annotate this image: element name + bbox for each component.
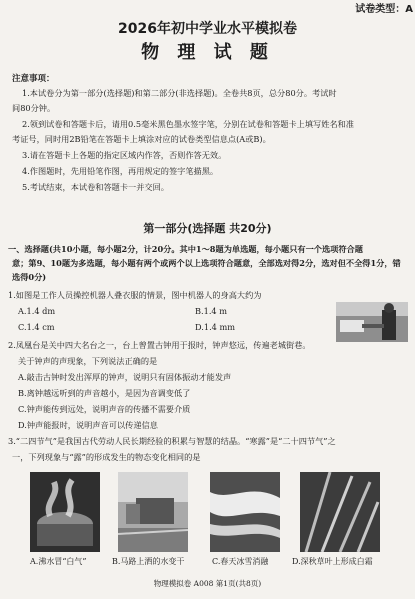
question-2-option: A.敲击古钟时发出浑厚的钟声，说明只有固体振动才能发声 [18,372,232,382]
frost-grass-photo [300,472,380,552]
question-3-stem: 一，下列现象与“露”的形成发生的物态变化相同的是 [12,452,201,462]
question-1-option: B.1.4 m [195,306,228,316]
robot-photo [336,302,408,342]
question-1-option: D.1.4 mm [195,322,236,332]
notice-line: 2.领到试卷和答题卡后，请用0.5毫米黑色墨水签字笔，分别在试卷和答题卡上填写姓名和准 [22,119,354,129]
melting-snow-photo [210,472,280,552]
water-truck-photo [118,472,188,552]
question-3-stem: 3.“二四节气”是我国古代劳动人民长期经验的积累与智慧的结晶。“寒露”是“二十四节气”之 [8,436,336,446]
notice-line: 1.本试卷分为第一部分(选择题)和第二部分(非选择题)。全卷共8页，总分80分。考试时 [22,88,337,98]
page-footer: 物理模拟卷 A008 第1页(共8页) [153,579,262,588]
notice-line: 间80分钟。 [12,103,56,113]
question-1-option: A.1.4 dm [18,306,56,316]
notice-line: 4.作图题时，先用铅笔作图，再用规定的签字笔描黑。 [22,166,219,176]
boiling-water-photo [30,472,100,552]
section-instruction: 选得0分) [12,272,47,282]
exam-title: 2026年初中学业水平模拟卷 [118,21,297,37]
notice-line: 考证号，同时用2B铅笔在答题卡上填涂对应的试卷类型信息点(A或B)。 [12,134,271,144]
question-2-option: D.钟声能报时，说明声音可以传递信息 [18,420,158,430]
option-caption: A.沸水冒“白气” [30,557,87,566]
exam-type-label: 试卷类型：A [355,4,413,15]
notice-line: 5.考试结束，本试卷和答题卡一并交回。 [22,182,169,192]
question-2-option: C.钟声能传到远处，说明声音的传播不需要介质 [18,404,191,414]
option-caption: D.深秋草叶上形成白霜 [292,557,373,566]
question-2-stem: 关于钟声的声现象，下列说法正确的是 [18,356,158,366]
notice-heading: 注意事项： [12,74,55,84]
question-1-stem: 1.如图是工作人员操控机器人叠衣服的情景，图中机器人的身高大约为 [8,290,262,300]
subject-title: 物 理 试 题 [141,42,274,63]
part-one-title: 第一部分(选择题 共20分) [143,222,272,235]
notice-line: 3.请在答题卡上各题的指定区域内作答，否则作答无效。 [22,150,227,160]
section-instruction: 意；第9、10题为多选题，每小题有两个或两个以上选项符合题意，全部选对得2分，选对但不全得1分，错 [12,258,401,268]
section-instruction: 一、选择题(共10小题，每小题2分，计20分。其中1～8题为单选题，每小题只有一个选项符合题 [8,244,363,254]
question-2-option: B.离钟越远听到的声音越小，是因为音调变低了 [18,388,191,398]
option-caption: B.马路上洒的水变干 [112,557,185,566]
question-1-option: C.1.4 cm [18,322,55,332]
option-caption: C.春天冰雪消融 [212,557,269,566]
question-2-stem: 2.凤凰台是关中四大名台之一，台上曾置古钟用于报时，钟声悠远，传遍老城街巷。 [8,340,311,350]
